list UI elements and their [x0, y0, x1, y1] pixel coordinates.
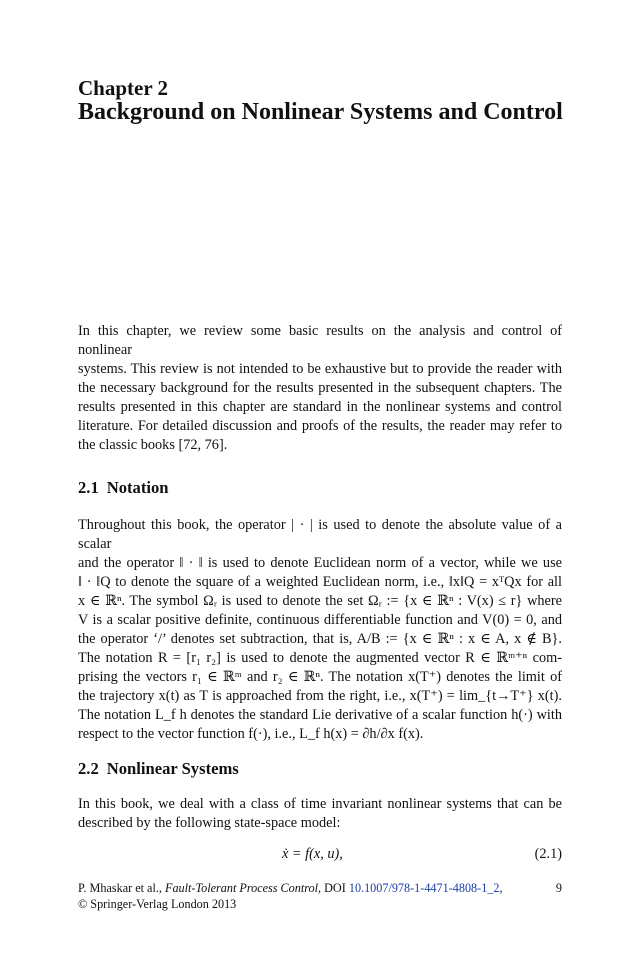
- text-line: literature. For detailed discussion and proofs of the results, the reader may refer to: [78, 418, 562, 434]
- citation-authors: P. Mhaskar et al.,: [78, 881, 165, 895]
- text-line: ‖ · ‖Q to denote the square of a weighted Euclidean norm, i.e., ‖x‖Q = xᵀQx for all: [78, 574, 562, 590]
- section-heading-2-1: [78, 478, 169, 498]
- equation-2-1: [78, 846, 562, 866]
- text-line: and the operator ‖ · ‖ is used to denote Euclidean norm of a vector, while we use: [78, 555, 562, 571]
- text-line: results presented in this chapter are standard in the nonlinear systems and control: [78, 399, 562, 415]
- equation-formula: ẋ = f(x, u),: [282, 846, 343, 862]
- doi-label: , DOI: [318, 881, 349, 895]
- text-line: prising the vectors r₁ ∈ ℝᵐ and r₂ ∈ ℝⁿ. The notation x(T⁺) denotes the limit of: [78, 669, 562, 685]
- text-line: x ∈ ℝⁿ. The symbol Ωᵣ is used to denote the set Ωᵣ := {x ∈ ℝⁿ : V(x) ≤ r} where: [78, 593, 562, 609]
- citation-line: [78, 880, 562, 896]
- page-number: 9: [555, 881, 562, 895]
- text-line: The notation L_f h denotes the standard Lie derivative of a scalar function h(·) with: [78, 707, 562, 723]
- text-line: In this book, we deal with a class of time invariant nonlinear systems that can be: [78, 796, 562, 812]
- nonlinear-systems-paragraph: [78, 795, 562, 833]
- text-line: The notation R = [r₁ r₂] is used to denote the augmented vector R ∈ ℝᵐ⁺ⁿ com-: [78, 650, 562, 666]
- copyright-line: © Springer-Verlag London 2013: [78, 897, 237, 911]
- section-number: 2.2: [78, 759, 99, 778]
- section-title: Nonlinear Systems: [106, 759, 239, 778]
- text-line: the trajectory x(t) as T is approached from the right, i.e., x(T⁺) = lim_{t→T⁺} x(t).: [78, 688, 562, 704]
- text-line: the operator ‘/’ denotes set subtraction, that is, A/B := {x ∈ ℝⁿ : x ∈ A, x ∉ B}.: [78, 631, 562, 647]
- text-line: the classic books [72, 76].: [78, 437, 228, 453]
- intro-paragraph: [78, 322, 562, 455]
- section-title: Notation: [106, 478, 169, 497]
- section-heading-2-2: [78, 759, 239, 779]
- book-title: Fault-Tolerant Process Control: [165, 881, 319, 895]
- text-line: systems. This review is not intended to be exhaustive but to provide the reader with: [78, 361, 562, 377]
- equation-number: (2.1): [534, 846, 562, 862]
- citation-end: ,: [499, 881, 503, 895]
- text-line: Throughout this book, the operator | · | is used to denote the absolute value of a scalar: [78, 517, 562, 552]
- notation-paragraph: [78, 516, 562, 744]
- chapter-label: Chapter 2: [78, 76, 169, 100]
- text-line: In this chapter, we review some basic results on the analysis and control of nonlinear: [78, 323, 562, 358]
- text-line: the necessary background for the results presented in the subsequent chapters. The: [78, 380, 562, 396]
- chapter-title: Background on Nonlinear Systems and Control: [78, 99, 563, 125]
- text-line: described by the following state-space model:: [78, 815, 341, 831]
- section-number: 2.1: [78, 478, 99, 497]
- text-line: V is a scalar positive definite, continuous differentiable function and V(0) = 0, and: [78, 612, 562, 628]
- doi-link[interactable]: 10.1007/978-1-4471-4808-1_2: [348, 881, 500, 895]
- text-line: respect to the vector function f(·), i.e., L_f h(x) = ∂h/∂x f(x).: [78, 726, 424, 742]
- page-footer: [78, 880, 562, 912]
